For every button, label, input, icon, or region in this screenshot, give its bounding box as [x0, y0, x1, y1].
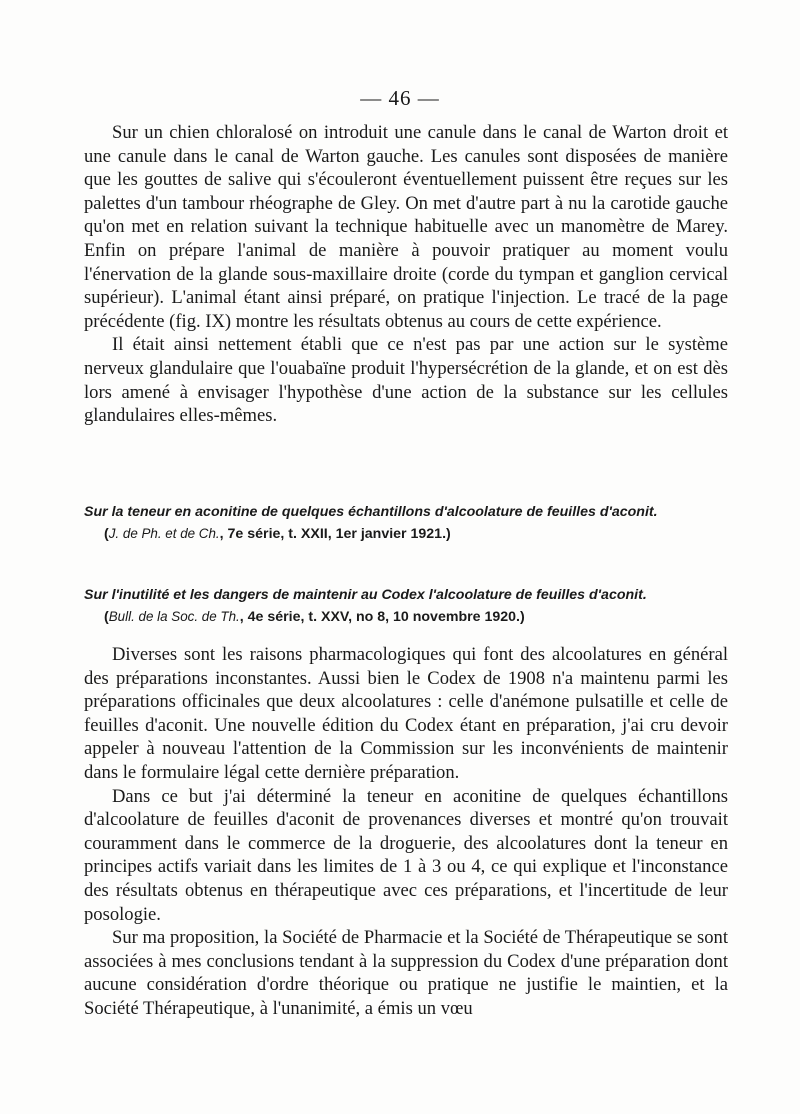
paragraph: Dans ce but j'ai déterminé la teneur en aconitine de quelques échantillons d'alcoolature de feuilles d'aconit de provenances diverses et montré qu'on trouvait couramment dans le commerce de la droguerie, des alcoolatures dont la teneur en principes actifs variait dans les limites de 1 à 3 ou 4, ce qui explique et l'inconstance des résultats obtenus en thérapeutique avec ces préparations, et l'incertitude de leur posologie.	[84, 785, 728, 925]
reference-citation: (J. de Ph. et de Ch., 7e série, t. XXII, 1er janvier 1921.)	[104, 526, 451, 542]
reference-source: J. de Ph. et de Ch.	[108, 526, 220, 541]
reference-citation: (Bull. de la Soc. de Th., 4e série, t. XXV, no 8, 10 novembre 1920.)	[104, 609, 525, 625]
reference-title: Sur la teneur en aconitine de quelques échantillons d'alcoolature de feuilles d'aconit.	[84, 504, 658, 520]
body-text-top	[84, 121, 728, 428]
paragraph: Il était ainsi nettement établi que ce n'est pas par une action sur le système nerveux glandulaire que l'ouabaïne produit l'hypersécrétion de la glande, et on est dès lors amené à envisager l'hypothèse d'une action de la substance sur les cellules glandulaires elles-mêmes.	[84, 334, 728, 427]
reference-details: , 4e série, t. XXV, no 8, 10 novembre 1920.)	[239, 609, 525, 625]
reference-entry	[84, 502, 744, 545]
body-text-bottom	[84, 643, 728, 1021]
reference-title: Sur l'inutilité et les dangers de maintenir au Codex l'alcoolature de feuilles d'aconit.	[84, 587, 647, 603]
reference-source: Bull. de la Soc. de Th.	[108, 609, 240, 624]
paragraph: Diverses sont les raisons pharmacologiques qui font des alcoolatures en général des préparations inconstantes. Aussi bien le Codex de 1908 n'a maintenu parmi les préparations officinales que deux alcoolatures : celle d'anémone pulsatille et celle de feuilles d'aconit. Une nouvelle édition du Codex étant en préparation, j'ai cru devoir appeler à nouveau l'attention de la Commission sur les inconvénients de maintenir dans le formulaire légal cette dernière préparation.	[84, 644, 728, 783]
paragraph: Sur ma proposition, la Société de Pharmacie et la Société de Thérapeutique se sont associées à mes conclusions tendant à la suppression du Codex d'une préparation dont aucune considération d'ordre théorique ou pratique ne justifie le maintien, et la Société Thérapeutique, à l'unanimité, a émis un vœu	[84, 927, 728, 1019]
paragraph: Sur un chien chloralosé on introduit une canule dans le canal de Warton droit et une canule dans le canal de Warton gauche. Les canules sont disposées de manière que les gouttes de salive qui s'écouleront éventuellement puissent être reçues sur les palettes d'un tambour rhéographe de Gley. On met d'autre part à nu la carotide gauche qu'on met en relation suivant la technique habituelle avec un manomètre de Marey. Enfin on prépare l'animal de manière à pouvoir pratiquer au moment voulu l'énervation de la glande sous-maxillaire droite (corde du tympan et ganglion cervical supérieur). L'animal étant ainsi préparé, on pratique l'injection. Le tracé de la page précédente (fig. IX) montre les résultats obtenus au cours de cette expérience.	[84, 122, 728, 332]
reference-entry	[84, 585, 744, 628]
page-number: — 46 —	[360, 86, 440, 110]
reference-details: , 7e série, t. XXII, 1er janvier 1921.)	[219, 526, 451, 542]
